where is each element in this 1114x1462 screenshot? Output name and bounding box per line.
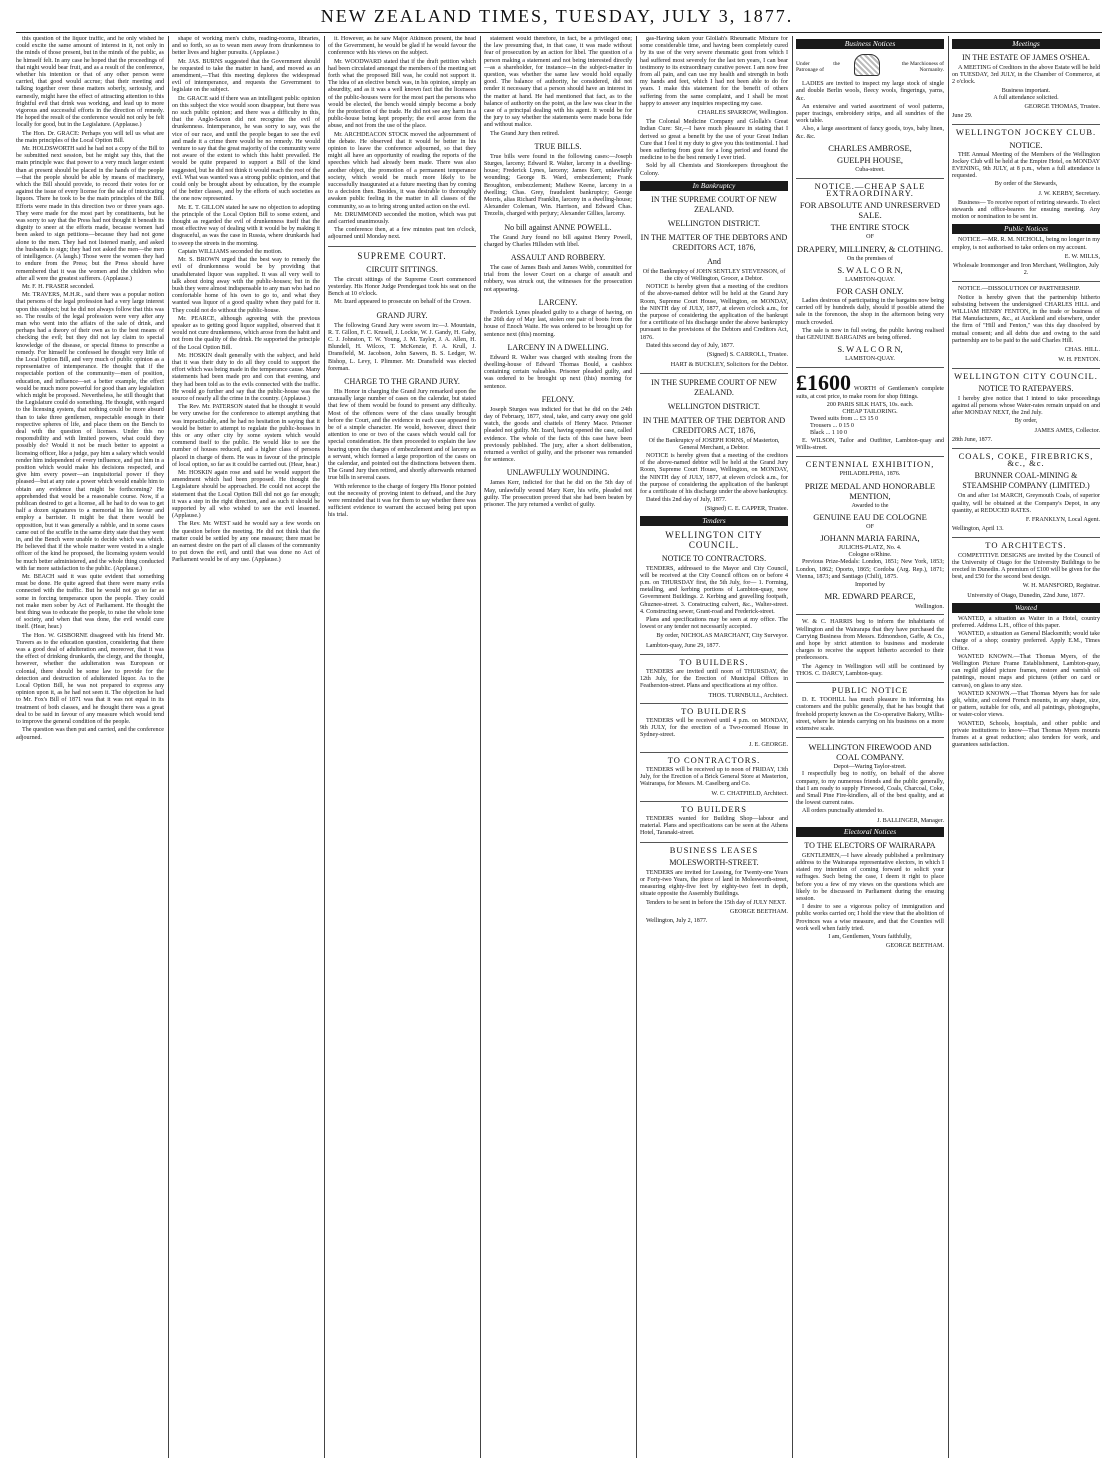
classified-ad: WANTED KNOWN.—That Thomas Myers has for sale gilt, white, and colored French mounts, in any shape, size, or pattern, suitable for oils, and all paintings, photographs, or water-color views. xyxy=(952,690,1100,719)
column-6 xyxy=(796,36,944,1458)
divider xyxy=(952,124,1100,125)
notice-subheading: WELLINGTON DISTRICT. xyxy=(667,218,761,228)
article-paragraph: Mr. PEARCE, although agreeing with the previous speaker as to getting good liquor supplied, observed that it would not cure drunkenness, which arose from the habit and not from the quality of the drink. He supported the principle of the Local Option Bill. xyxy=(172,315,320,351)
article-paragraph: Mr. HOSKIN again rose and said he would support the amendment which had been proposed. He thought the Legislature should be approached. He could not accept the statement that the Local Option Bill did not go far enough; it was a step in the right direction, and as such it should be supported by all who wished to see the evil lessened. (Applause.) xyxy=(172,469,320,520)
tailoring-advertisement xyxy=(796,372,944,452)
section-subheading: FELONY. xyxy=(541,394,575,404)
notice-text: NOTICE.—DISSOLUTION OF PARTNERSHIP. xyxy=(958,286,1080,293)
patronage-header xyxy=(796,52,944,81)
article-paragraph: The Rev. Mr. PATERSON stated that he thought it would be very unwise for the conference to attempt anything that was impracticable, and he had no hesitation in saying that it would be better to attempt to regulate the public-houses in this or any other city by some system which would commend itself to the public. He would like to see the number of houses reduced, and a higher class of persons placed in charge of them. He was in favour of the principle of local option, so far as it could be carried out. (Hear, hear.) xyxy=(172,404,320,468)
advertisement-line: GENUINE EAU DE COLOGNE xyxy=(813,511,927,522)
advertisement-text: WORTH of Gentlemen's complete suits, at cost price, to make room for shop fittings. xyxy=(796,386,944,401)
notice-text: TENDERS, addressed to the Mayor and City Council, will be received at the City Council offices on or before 4 p.m. on THURSDAY first, the 5th July, for— 1. Forming, metalling, and kerbing portions of Lambton-quay, now Government Buildings. 2. Kerbing and gravelling footpath, Ghuznee-street. 3. Constructing culvert, &c., Walter-street. 4. Constructing sewer, Grant-road and Frederick-street. xyxy=(640,565,788,615)
advertiser-name: MR. EDWARD PEARCE, xyxy=(824,591,916,602)
advertisement-text: W. & C. HARRIS beg to inform the inhabitants of Wellington and the Wairarapa that they have purchased the Carrying Business from Messrs. Edmondson, Gaffe, & Co., and hope by strict attention to business and moderate charges to receive the support hitherto accorded to their predecessors. xyxy=(796,619,944,662)
advertiser-address: LAMBTON-QUAY. xyxy=(845,356,895,363)
price-headline: £1600 xyxy=(796,370,851,396)
article-paragraph: The following Grand Jury were sworn in:—J. Mountain, R. T. Gillon, F. C. Krusell, J. Lockie, W. J. Gandy, H. Gaby, C. J. Johnston, T. W. Young, J. M. Taylor, J. A. Allen, H. Blundell, H. Wilcox, T. McKenzie, F. A. Krull, J. Dransfield, M. Jacobson, John Sawers, B. S. Ledger, W. Bishop, L. Levy, I. Plimmer. Mr. Dransfield was elected foreman. xyxy=(328,322,476,372)
signature: By order, NICHOLAS MARCHANT, City Surveyor. xyxy=(656,632,788,640)
price-row: Trousers ... 0 15 0 xyxy=(810,423,854,430)
notice-text: I desire to see a vigorous policy of immigration and public works carried on; I hold the view that the abolition of Provinces was a wise measure, and that the Counties will work well when fairly tried. xyxy=(796,904,944,932)
notice-text: A MEETING of Creditors in the above Estate will be held on TUESDAY, 3rd JULY, in the Chamber of Commerce, at 2 o'clock. xyxy=(952,65,1100,86)
advertisement-text: The Agency in Wellington will still be continued by THOS. C. DARCY, Lambton-quay. xyxy=(796,663,944,677)
article-paragraph: this question of the liquor traffic, and he only wished he could excite the same amount of interest in it, not only in the minds of those present, but in the minds of the public, as he himself felt. In any case he hoped that the proceedings of that night would bear fruit, and as a result of the conference, whether his intention or that of any other person were carried, that good would accrue; that their meeting and talking together over these matters soberly, seriously, and earnestly, might have the effect of attracting attention to this frightful evil that drink was working, and lead up to more vigorous and successful efforts in the direction of remedy. He hoped the result of the conference would not only be felt locally for good, but in the Legislature. (Applause.) xyxy=(16,36,164,129)
notice-heading: IN THE SUPREME COURT OF NEW ZEALAND. xyxy=(651,194,777,214)
section-banner-wanted: Wanted xyxy=(952,603,1100,613)
section-subheading: LARCENY IN A DWELLING. xyxy=(507,342,609,352)
section-banner-meetings: Meetings xyxy=(952,39,1100,49)
advertiser-address: GUELPH HOUSE, xyxy=(836,154,904,165)
article-paragraph: The Hon. W. GISBORNE disagreed with his friend Mr. Travers as to the education question, considering that there was a good deal of adulteration and, moreover, that it was the effect of drinking drunkards, the clergy, and the thought, however, whether the adulteration was European or colonial, there should be some law to provide for the detection and destruction of adulterated liquor. As to the Local Option Bill, he was not prepared to express any opinion upon it, as he had not seen it. The objection he had to Mr. Fox's Bill of 1871 was that it was not equal in its treatment of both classes, and he thought there was a great deal to be said in favour of any measure which would tend to improve the general condition of the people. xyxy=(16,632,164,726)
section-subheading: CIRCUIT SITTINGS. xyxy=(366,264,438,274)
column-rule xyxy=(168,36,169,1458)
divider xyxy=(640,801,788,802)
notice-heading: TO CONTRACTORS. xyxy=(667,754,761,765)
article-paragraph: Mr. S. BROWN urged that the best way to remedy the evil of drunkenness would be by providing that unadulterated liquor was supplied. It was all very well to talk about doing away with the public-houses; but in the bush they were almost indispensable to any man who had no comfortable home of his own to go to, and what they wanted was liquor of a good quality when they paid for it. They could not do without the public-house. xyxy=(172,257,320,314)
notice-heading: BUSINESS LEASES xyxy=(669,844,759,855)
signature: CHARLES SPARROW, Wellington. xyxy=(697,109,788,117)
notice-text: Of the Bankruptcy of JOHN SENTLEY STEVENSON, of the city of Wellington, Grocer, a Debtor. xyxy=(642,268,786,283)
notice-text: Lambton-quay, June 29, 1877. xyxy=(646,642,721,649)
advertisement-text: I respectfully beg to notify, on behalf of the above company, to my numerous friends and the public generally, that I am ready to supply Firewood, Coals, Charcoal, Coke, and Small Pine Fire-kindlers, all of the best quality, and at the lowest current rates. xyxy=(796,771,944,807)
notice-text: NOTICE is hereby given that a meeting of the creditors of the above-named debtor will be held at the Grand Jury Room, Supreme Court House, Wellington, on MONDAY, the NINTH day of JULY, 1877, at eleven o'clock a.m., for the purpose of considering the application of the bankrupt for a certificate of his discharge under the above bankruptcy pursuant to the provisions of the Debtors and Creditors Act, 1876. xyxy=(640,284,788,341)
advertisement-text: The Colonial Medicine Company and Glollah's Great Indian Cure: Sir,—I have much pleasure in stating that I derived so great a benefit by the use of your Great Indian Cure that I feel it my duty to give you this testimonial. I had been suffering from gout for a long period and found the medicine to be the best remedy I ever tried. xyxy=(640,119,788,162)
article-paragraph: The Rev. Mr. WEST said he would say a few words on the question before the meeting. He did not think that the matter could be settled by any one measure; there must be an earnest desire on the part of all classes of the community to put down the evil, and until that was done no Act of Parliament would be of any use. (Applause.) xyxy=(172,521,320,564)
advertiser-street: Cuba-street. xyxy=(855,166,885,173)
notice-text: Dated this second day of July, 1877. xyxy=(646,342,735,349)
column-rule xyxy=(480,36,481,1458)
advertisement-line: FOR CASH ONLY. xyxy=(836,286,904,297)
article-paragraph: Mr. WOODWARD stated that if the draft petition which had been circulated amongst the members of the meeting set forth what the proposed Bill was, he could not support it. The idea of an elective bench was, in his opinion, simply an absurdity, and as it was a well known fact that the licensees of the public-houses were for the most part the persons who would be elected, the bench would simply become a body for the protection of the trade. He did not see any harm in a public-house being kept properly; the evil arose from the abuse, and not from the use of the place. xyxy=(328,58,476,130)
advertisement-text: Ladies desirous of participating in the bargains now being carried off by hundreds daily, should if possible attend the sale in the forenoon, the shop in the afternoon being very much crowded. xyxy=(796,298,944,326)
classified-ad: WANTED, Schools, hospitals, and other public and private institutions to know—That Thomas Myers mounts frames at a great reduction; also tenders for work, and guarantees satisfaction. xyxy=(952,720,1100,749)
notice-line: University of Otago, Dunedin, 22nd June, 1877. xyxy=(967,592,1085,599)
divider xyxy=(640,373,788,374)
section-divider xyxy=(328,246,476,247)
notice-text: Tenders to be sent in before the 15th day of JULY NEXT. xyxy=(646,899,787,906)
section-banner-business-notices: Business Notices xyxy=(796,39,944,49)
article-paragraph: The conference then, at a few minutes past ten o'clock, adjourned until Monday next. xyxy=(328,227,476,241)
article-paragraph: The question was then put and carried, and the conference adjourned. xyxy=(16,727,164,741)
advertisement-text: Sold by all Chemists and Storekeepers throughout the Colony. xyxy=(640,163,788,177)
article-paragraph: The Grand Jury found no bill against Henry Powell, charged by Charles Hillsden with libel. xyxy=(484,234,632,248)
signature: GEORGE BEETHAM. xyxy=(885,942,944,950)
section-subheading: No bill against ANNE POWELL. xyxy=(504,222,612,232)
advertisement-line: Imported by xyxy=(855,581,885,588)
column-4 xyxy=(484,36,632,1458)
notice-heading: TO BUILDERS xyxy=(681,803,747,814)
notice-text: TENDERS are invited until noon of THURSDAY, the 12th July, for the Erection of Municipal Offices in Featherston-street. Plans and specifications at my office. xyxy=(640,668,788,690)
signature: GEORGE THOMAS, Trustee. xyxy=(1024,103,1100,111)
article-paragraph: James Kerr, indicted for that he did on the 5th day of May, unlawfully wound Mary Kerr, his wife, pleaded not guilty. The prosecution proved that she had been beaten by prisoner. The jury returned a verdict of guilty. xyxy=(484,480,632,508)
notice-subheading: MOLESWORTH-STREET. xyxy=(669,857,759,867)
notice-text: COMPETITIVE DESIGNS are invited by the Council of the University of Otago for the University Buildings to be erected in Dunedin. A premium of £100 will be given for the best, and £50 for the second best design. xyxy=(952,552,1100,581)
divider xyxy=(952,281,1100,282)
advertisement-heading: PUBLIC NOTICE xyxy=(831,684,909,695)
column-rule xyxy=(792,36,793,1458)
advertiser-name: CHARLES AMBROSE, xyxy=(828,142,912,153)
signature: J. BALLINGER, Manager. xyxy=(877,816,944,824)
article-paragraph: Dr. GRACE said if there was an intelligent public opinion on this subject the vice would soon disappear, but there was no such public opinion; and there was a difficulty in this, that the Anglo-Saxon did not recognise the evil of drunkenness. Intemperance, he was sorry to say, was the vice of our race, and until the people began to see the evil and made it a crime there would be no remedy. He would venture to say that the great majority of the community were not aware of the extent to which this habit prevailed. He would be quite prepared to support a Bill of the kind suggested, but he did not think it would reach the root of the evil. What was wanted was a strong public opinion, and that could only be brought about by education, by the example of the better classes, and by the efforts of such societies as the one now represented. xyxy=(172,95,320,203)
column-5 xyxy=(640,36,788,1458)
article-paragraph: The circuit sittings of the Supreme Court commenced yesterday. His Honor Judge Prendergast took his seat on the Bench at 10 o'clock. xyxy=(328,276,476,298)
signature: W. H. FENTON. xyxy=(1058,356,1100,364)
signature: E. W. MILLS, xyxy=(1064,252,1100,260)
divider xyxy=(640,842,788,843)
notice-subheading: BRUNNER COAL-MINING & STEAMSHIP COMPANY (LIMITED.) xyxy=(962,471,1090,491)
signature: J. W. KERBY, Secretary. xyxy=(1038,189,1100,197)
article-paragraph: Mr. F. H. FRASER seconded. xyxy=(22,283,95,290)
article-paragraph: Frederick Lynes pleaded guilty to a charge of having, on the 26th day of May last, stolen one pair of boots from the house of Enoch Waite. He was ordered to be brought up for sentence next (this) morning. xyxy=(484,309,632,338)
advertisement-line: JULICHS-PLATZ, No. 4. xyxy=(838,544,902,551)
advertisement-text: LADIES are invited to inspect my large stock of single and double Berlin wools, fleecy wools, fingerings, yarns, &c. xyxy=(796,81,944,102)
article-paragraph: Edward R. Walter was charged with stealing from the dwelling-house of Edward Thomas Bould, a cashbox containing certain valuables. Prisoner pleaded guilty, and was ordered to be brought up next (this) morning for sentence. xyxy=(484,354,632,390)
signature: CHAS. HILL. xyxy=(1064,346,1100,354)
section-banner-electoral-notices: Electoral Notices xyxy=(796,827,944,837)
column-rule xyxy=(324,36,325,1458)
advertisement-line: DRAPERY, MILLINERY, & CLOTHING. xyxy=(796,243,944,254)
signature: J. E. GEORGE. xyxy=(748,740,788,748)
signature: GEORGE BEETHAM. xyxy=(729,907,788,915)
notice-text: TENDERS wanted for Building Shop—labour and material. Plans and specifications can be seen at the Athens Hotel, Taranaki-street. xyxy=(640,816,788,837)
notice-subheading: NOTICE TO CONTRACTORS. xyxy=(661,553,767,563)
notice-heading: TO BUILDERS. xyxy=(679,656,749,667)
masthead: NEW ZEALAND TIMES, TUESDAY, JULY 3, 1877. xyxy=(320,6,794,26)
notice-line: By order of the Stewards, xyxy=(994,181,1058,188)
price-row: Tweed suits from ... £3 15 0 xyxy=(810,416,879,423)
notice-subheading: And xyxy=(707,256,721,266)
notice-subheading: NOTICE TO RATEPAYERS. xyxy=(978,383,1074,393)
notice-heading: TO THE ELECTORS OF WAIRARAPA xyxy=(804,840,936,850)
advertisement-line: THE ENTIRE STOCK xyxy=(830,222,910,233)
notice-date: June 29. xyxy=(952,113,973,120)
notice-text: Plans and specifications may be seen at my office. The lowest or any tender not necessarily accepted. xyxy=(640,616,788,631)
signature: (Signed) C. E. CAPPER, Trustee. xyxy=(704,505,788,513)
advertisement-line: OF xyxy=(866,234,874,241)
notice-text: On and after 1st MARCH, Greymouth Coals, of superior quality, will be obtained at the Company's Depot, in any quantity, at REDUCED RATES. xyxy=(952,493,1100,514)
advertisement-text: Previous Prize-Medals: London, 1851; New York, 1853; London, 1862; Oporto, 1865; Cordoba (Arg. Rep.), 1871; Vienna, 1873; and Santiago (Chili), 1875. xyxy=(796,559,944,580)
notice-line: Wholesale Ironmonger and Iron Merchant, Wellington, July 2. xyxy=(953,263,1099,277)
notice-text: Dated this 2nd day of July, 1877. xyxy=(646,497,727,504)
article-paragraph: Mr. HOLDSWORTH said he had not a copy of the Bill to be submitted next session, but he might say this, that the main principle was: that power to a very much larger extent than at present should be placed in the hands of the people—that the people should be able by means of machinery, which the Bill should provide, to record their votes for or against the issue of every license for the sale of intoxicating liquors. There he took to be the main principles of the Bill. Efforts were made in this direction two or three years ago. They were made for the most part by constituents, but he was sorry to say that the Press had not thought it beneath its dignity to sneer at the efforts made, because women had been asked to sign petitions—because they had not gone alone to the men. They had not listened manly, and asked the husbands to sign; they had not asked the men—the men of intelligence. (A laugh.) Those were the women they had to endure from the Press; but the Press should have remembered that it was the women and the children who after all were the greatest sufferers. (Applause.) xyxy=(16,146,164,282)
advertisement-text: All orders punctually attended to. xyxy=(802,808,884,815)
notice-line: A full attendance solicited. xyxy=(993,94,1059,101)
divider xyxy=(796,737,944,738)
notice-heading: TO BUILDERS xyxy=(681,705,747,716)
advertisement-line: PHILADELPHIA, 1876. xyxy=(839,471,901,478)
notice-text: TENDERS will be received up to noon of FRIDAY, 13th July, for the Erection of a Brick General Store at Masterton, Wairarapa, for Messrs. M. Caselberg and Co. xyxy=(640,767,788,788)
divider xyxy=(952,368,1100,369)
article-paragraph: True bills were found in the following cases:—Joseph Sturges, larceny; Edward R. Walter, larceny in a dwelling-house; Frederick Lynes, larceny; James Kerr, unlawfully wounding; George B. Ward, embezzlement; Frank Broughton, embezzlement; Mathew Keene, larceny in a dwelling; Chas. Grey, fraudulent bankruptcy; George Morris, alias Richard Franklin, larceny in a dwelling-house; Alexander Coleman, Win. Harrison, and Edward Chas. Trezelis, charged with perjury; Alexander Gillies, larceny. xyxy=(484,153,632,218)
divider xyxy=(640,654,788,655)
article-paragraph: The Grand Jury then retired. xyxy=(490,130,560,137)
advertiser-address: Wellington. xyxy=(915,603,944,611)
notice-subheading: IN THE MATTER OF THE DEBTOR AND CREDITORS ACT, 1876, xyxy=(642,415,786,435)
section-banner-bankruptcy: In Bankruptcy xyxy=(640,181,788,191)
notice-heading: WELLINGTON CITY COUNCIL. xyxy=(954,370,1098,381)
article-paragraph: Mr. JAS. BURNS suggested that the Government should be requested to take the matter in hand, and moved as an amendment,—That this meeting deplores the widespread evil of intemperance, and requests the Government to legislate on the subject. xyxy=(172,58,320,94)
article-paragraph: Mr. Izard appeared to prosecute on behalf of the Crown. xyxy=(334,299,471,306)
article-paragraph: With reference to the charge of forgery His Honor pointed out the necessity of proving intent to defraud, and the Jury were reminded that it was for them to say whether there was sufficient evidence to warrant the accused being put upon his trial. xyxy=(328,483,476,519)
advertisement-text: D. E. TOOHILL has much pleasure in informing his customers and the public generally, that he has bought that freehold property known as the Co-operative Bakery, Willis-street, where he intends carrying on his business on a more extensive scale. xyxy=(796,697,944,732)
article-paragraph: statement would therefore, in fact, be a privileged one; the law presuming that, in that case, it was made without fear of prosecution by an action for libel. The question of a person making a statement and not being interested directly—as a shareholder, for instance—in the subject-matter in question, was whether the same law would hold equally good. The balance of authority, he considered, did not render it necessary that a person should have an interest in the matter at hand. He had mentioned that fact, as to the balance of authority on the point, as the law was clear in the case of a principal dealing with his agent. It would be for the jury to say whether the statements were made bona fide and without malice. xyxy=(484,36,632,129)
advertisement-heading: WELLINGTON FIREWOOD AND COAL COMPANY. xyxy=(808,742,932,763)
article-paragraph: shape of working men's clubs, reading-rooms, libraries, and so forth, so as to wean men away from drunkenness to better lives and higher pursuits. (Applause.) xyxy=(172,36,320,57)
signature: THOS. TURNBULL, Architect. xyxy=(708,691,788,699)
signature: JAMES AMES, Collector. xyxy=(1034,426,1100,434)
advertiser-name: S. W A L C O R N, xyxy=(837,264,903,275)
notice-subheading: WELLINGTON DISTRICT. xyxy=(667,401,761,411)
notice-text: NOTICE is hereby given that a meeting of the creditors of the above-named debtor will be held at the Grand Jury Room, Supreme Court House, Wellington, on MONDAY, the NINTH day of JULY, 1877, at eleven o'clock a.m., for the purpose of considering the application of the bankrupt for a certificate of his discharge under the above bankruptcy. xyxy=(640,452,788,495)
article-paragraph: Mr. DRUMMOND seconded the motion, which was put and carried unanimously. xyxy=(328,211,476,226)
divider xyxy=(796,456,944,457)
advertisement-line: PRIZE MEDAL AND HONORABLE MENTION, xyxy=(804,480,936,501)
advertisement-line: Awarded to the xyxy=(851,502,889,509)
notice-text: Of the Bankruptcy of JOSEPH IORNS, of Masterton, General Merchant, a Debtor. xyxy=(648,437,780,451)
notice-heading: WELLINGTON JOCKEY CLUB. xyxy=(955,127,1097,138)
article-paragraph: Joseph Sturges was indicted for that he did on the 24th day of February, 1877, steal, take, and carry away one gold watch, the goods and chattels of Henry Mace. Prisoner pleaded not guilty. Mr. Izard, having opened the case, called evidence. The whole of the facts of this case have been previously published. The jury, after a short deliberation, returned a verdict of guilty, and the prisoner was remanded for sentence. xyxy=(484,406,632,464)
section-subheading: CHARGE TO THE GRAND JURY. xyxy=(344,376,460,386)
column-2 xyxy=(172,36,320,1458)
masthead-rule xyxy=(16,32,1102,33)
notice-date: Wellington, April 13. xyxy=(952,526,1004,533)
article-paragraph: The case of James Bush and James Webb, committed for trial from the lower Court on a charge of assault and robbery, was struck out, the witnesses for the prosecution not appearing. xyxy=(484,265,632,293)
signature: (Signed) S. CARROLL, Trustee. xyxy=(706,351,788,359)
notice-heading: WELLINGTON CITY COUNCIL. xyxy=(665,529,763,550)
divider xyxy=(796,682,944,683)
advertisement-text: E. WILSON, Tailor and Outfitter, Lambton-quay and Willis-street. xyxy=(796,437,944,451)
article-paragraph: The Hon. Dr. GRACE: Perhaps you will tell us what are the main principles of the Local Option Bill. xyxy=(16,130,164,144)
article-paragraph: it. However, as he saw Major Atkinson present, the head of the Government, he would be glad if he would favour the conference with his views on the subject. xyxy=(328,36,476,57)
notice-line: By order, xyxy=(1014,418,1038,425)
divider xyxy=(640,752,788,753)
section-subheading: ASSAULT AND ROBBERY. xyxy=(510,253,606,263)
notice-text: TENDERS will be received until 4 p.m. on MONDAY, 9th JULY, for the erection of a Two-roomed House in Sydney-street. xyxy=(640,717,788,739)
notice-text: THE Annual Meeting of the Members of the Wellington Jockey Club will be held at the Empire Hotel, on MONDAY EVENING, 9th JULY, at 8 p.m., when a full attendance is requested. xyxy=(952,151,1100,180)
divider xyxy=(640,703,788,704)
article-paragraph: Captain WILLIAMS seconded the motion. xyxy=(178,248,283,255)
column-rule xyxy=(636,36,637,1458)
article-paragraph: Mr. E. T. GILLON stated he saw no objection to adopting the principle of the Local Option Bill to some extent, and thought as regarded the evil of drunkenness itself that the most effective way of dealing with it would be by making it disgraceful, as was the case in Russia, where drunkards had to sweep the streets in the morning. xyxy=(172,204,320,247)
article-paragraph: Mr. BEACH said it was quite evident that something must be done. He quite agreed that there were many evils connected with the traffic. But he would not go so far as some in forcing temperance upon the people. They could not make men sober by Act of Parliament. He thought the best thing was to educate the people, to raise the whole tone of society, and when that was done, the evil would cure itself. (Hear, hear.) xyxy=(16,574,164,631)
notice-text: TENDERS are invited for Leasing, for Twenty-one Years or Forty-two Years, the piece of land in Molesworth-street, measuring eighty-five feet by eighty-two feet in depth, situate opposite the Assembly Buildings. xyxy=(640,869,788,898)
section-subheading: LARCENY. xyxy=(538,297,578,307)
advertisement-text: An extensive and varied assortment of wool patterns, paper tracings, embroidery strips, and all sundries of the work table. xyxy=(796,103,944,125)
section-banner-public-notices: Public Notices xyxy=(952,224,1100,234)
advertiser-address: LAMBTON-QUAY. xyxy=(845,276,895,283)
advertisement-heading: CENTENNIAL EXHIBITION, xyxy=(805,459,935,470)
section-banner-tenders: Tenders xyxy=(640,516,788,526)
notice-heading: IN THE SUPREME COURT OF NEW ZEALAND. xyxy=(651,377,777,397)
advertisement-text: gas-Having taken your Glollah's Rheumatic Mixture for some considerable time, and having been completely cured by its use of the very severe rheumatic gout from which I had suffered most severely for the last ten years, I can bear testimony to its extraordinary curative power. I am now free from all pain, and can use my health and strength in both my hands and feet, which I had not been able to do for years. I make this statement for the benefit of others suffering from the same complaint, and I shall be most happy to answer any inquiries respecting my case. xyxy=(640,36,788,107)
notice-closing: I am, Gentlemen, Yours faithfully, xyxy=(828,934,912,941)
patronage-label: Under the Patronage of xyxy=(796,60,840,73)
notice-text: Notice is hereby given that the partnership hitherto subsisting between the undersigned CHARLES HILL and WILLIAM HENRY FENTON, in the trade or business of Hat Manufacturers, &c., at Auckland and elsewhere, under the firm of "Hill and Fenton," was this day dissolved by mutual consent; and all debts due and owing to the said partnership are to be paid to the said Charles Hill. xyxy=(952,294,1100,344)
advertisement-line: Depot—Waring Taylor-street. xyxy=(833,764,907,771)
advertisement-line: 200 PARIS SILK HATS, 10s. each. xyxy=(826,401,914,408)
notice-subheading: IN THE MATTER OF THE DEBTORS AND CREDITORS ACT, 1876, xyxy=(640,232,788,252)
classified-ad: WANTED, a situation as General Blacksmith; would take charge of a shop; country preferred. Apply E.M., Times Office. xyxy=(952,631,1100,652)
section-subheading: GRAND JURY. xyxy=(376,310,428,320)
divider xyxy=(952,448,1100,449)
signature: HART & BUCKLEY, Solicitors for the Debtor. xyxy=(670,361,788,369)
notice-subheading: NOTICE. xyxy=(1009,139,1043,150)
column-7 xyxy=(952,36,1100,1458)
notice-heading: IN THE ESTATE OF JAMES O'SHEA. xyxy=(962,53,1090,62)
advertisement-heading: NOTICE.—CHEAP SALE EXTRAORDINARY. xyxy=(814,181,926,199)
advertisement-line: On the premises of xyxy=(846,255,894,262)
notice-date: 28th June, 1877. xyxy=(952,436,993,443)
classified-ad: WANTED, a situation as Waiter in a Hotel, country preferred. Address L.H., office of this paper. xyxy=(952,615,1100,629)
notice-text: I hereby give notice that I intend to take proceedings against all persons whose Water-rates remain unpaid on and after MONDAY NEXT, the 2nd July. xyxy=(952,395,1100,417)
notice-text: Wellington, July 2, 1877. xyxy=(646,918,708,925)
advertisement-line: OF xyxy=(866,523,874,530)
signature: F. FRANKLYN, Local Agent. xyxy=(1025,515,1100,523)
price-row: Black ... 1 10 0 xyxy=(810,430,848,437)
divider xyxy=(796,614,944,615)
divider xyxy=(796,367,944,368)
divider xyxy=(952,537,1100,538)
column-rule xyxy=(948,36,949,1458)
advertisement-line: JOHANN MARIA FARINA, xyxy=(820,532,920,543)
advertisement-line: FOR ABSOLUTE AND UNRESERVED SALE. xyxy=(799,200,941,221)
section-subheading: TRUE BILLS. xyxy=(534,141,582,151)
advertisement-text: Also, a large assortment of fancy goods, toys, baby linen, &c. &c. xyxy=(796,126,944,140)
signature: W. H. MANSFORD, Registrar. xyxy=(1022,582,1100,590)
column-1 xyxy=(16,36,164,1458)
article-paragraph: Mr. HOSKIN dealt generally with the subject, and held that it was their duty to do all they could to support the effort which was being made in the temperance cause. Many statements had been made pro and con that evening, and they had been told as to the evils connected with the traffic. He would go further and say that the public-house was the source of nearly all the crime in the country. (Applause.) xyxy=(172,352,320,402)
article-paragraph: His Honor in charging the Grand Jury remarked upon the unusually large number of cases on the calendar, but stated that few of them would be found to present any difficulty. Most of the offences were of the class usually brought before the Court, and the evidence in each case appeared to be of a simple character. He would, however, direct their attention to one or two of the cases which would call for special consideration. He then proceeded to explain the law bearing upon the charges of embezzlement and of larceny as a servant, which formed a large proportion of the cases on the calendar, and pointed out the distinctions between them. The Grand Jury then retired, and shortly afterwards returned true bills in several cases. xyxy=(328,388,476,482)
notice-text: Business— To receive report of retiring stewards. To elect stewards and office-bearers for ensuing meeting. Any motion or nomination to be sent in. xyxy=(952,199,1100,221)
column-3 xyxy=(328,36,476,1458)
advertisement-text: The sale is now in full swing, the public having realised that GENUINE BARGAINS are being offered. xyxy=(796,327,944,342)
signature: W. C. CHATFIELD, Architect. xyxy=(711,789,788,797)
advertiser-name: S. W A L C O R N, xyxy=(837,344,903,355)
section-heading: SUPREME COURT. xyxy=(357,250,447,261)
section-subheading: UNLAWFULLY WOUNDING. xyxy=(506,468,610,478)
divider xyxy=(796,178,944,179)
notice-text: NOTICE.—MR. R. M. NICHOLL, being no longer in my employ, is not authorised to take orders on my account. xyxy=(952,237,1100,251)
notice-heading: COALS, COKE, FIREBRICKS, &c., &c. xyxy=(958,450,1094,469)
patronage-label: the Marchioness of Normanby. xyxy=(901,60,944,73)
advertisement-line: Cologne o/Rhine. xyxy=(848,552,892,559)
advertisement-line: CHEAP TAILORING. xyxy=(842,408,898,415)
notice-text: GENTLEMEN,—I have already published a preliminary address to the Wairarapa representative electors, in which I stated my intention of coming forward to solicit your suffrages. Such being the case, I deem it right to place before you a few of my views on the questions which are likely to be discussed in Parliament during the ensuing session. xyxy=(796,852,944,903)
article-paragraph: Mr. ARCHDEACON STOCK moved the adjournment of the debate. He observed that it would be better in his opinion to leave the conference adjourned, so that they might all have an opportunity of reading the reports of the speeches which had already been made. There was also another object, the promotion of a permanent temperance society, which would be much more likely to be successfully inaugurated at a future meeting than by coming to a decision then. Besides, it was desirable to thoroughly awaken public feeling in the matter in all classes of the community, so as to bring strong united action on the evil. xyxy=(328,131,476,210)
royal-crest-icon xyxy=(854,54,880,79)
notice-heading: TO ARCHITECTS. xyxy=(985,540,1067,551)
classified-ad: WANTED KNOWN.—That Thomas Myers, of the Wellington Picture Frame Establishment, Lambton-quay, can regild gilded picture frames, restore and varnish oil paintings, mount maps and pictures (either on card or canvas), on glass to any size. xyxy=(952,653,1100,689)
notice-line: Business important. xyxy=(1001,87,1051,94)
article-paragraph: Mr. TRAVERS, M.H.R., said there was a popular notion that persons of the legal profession had a very large interest upon this subject; but he did not always follow that this was so. The results of the legal profession were very after any man who went into the affairs of the sale of drink, and perhaps had a theory of their own as to the best means of checking the evil; but they did not lay claim to special knowledge of the disease, or special fitness to prescribe a remedy. For himself he confessed he thought very little of the Local Option Bill, and very much of public opinion as a representative of intemperance. He thought that if the respectable portion of the community—men of position, education, and influence—set a better example, the effect would be much more powerful for good than any legislation which might be proposed. Nevertheless, he still thought that the Legislature could do something. He thought, with regard to the licensing system, that nothing could be more absurd than to take three gentlemen, respectable enough in their respective spheres of life, and place them on the Bench to deal with the question of licenses. Under this no responsibility and with limited powers, what could they possibly do? Would it not be much better to appoint a licensing officer, like a judge, pay him a salary which would render him independent of every influence, and put him in a position which would make his decisions respected, and give him every power—an inquisitorial power if they pleased—but at any rate a power which would enable him to obtain any evidence that might be forthcoming? He apprehended that would be a reasonable course. Now, if a publican desired to get a license, all he had to do was to get half a dozen signatures to a memorial in his favour and employ a barrister. It might be that there would be opposition, but it was generally a rabble, and in some cases came out of the scuffle in the same dirty state that they went in, and the Bench were unable to decide which was which. He believed that if the whole matter were vested in a single officer of the kind he proposed, the licensing system would be much better administered, and the whole thing conducted with far more satisfaction to the public. (Applause.) xyxy=(16,292,164,572)
